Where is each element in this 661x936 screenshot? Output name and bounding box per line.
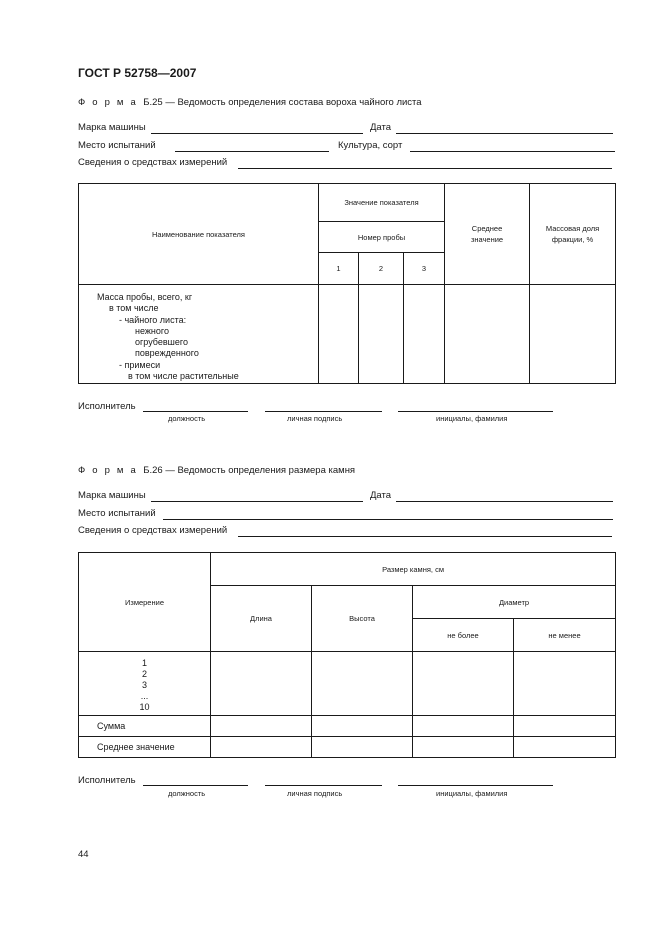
machine-field[interactable] xyxy=(151,133,363,134)
min-cell[interactable] xyxy=(514,652,616,716)
date-label: Дата xyxy=(370,490,392,501)
mean-cell[interactable] xyxy=(211,737,312,758)
measure-row-label: ... xyxy=(140,691,149,701)
executor-position-field[interactable] xyxy=(143,785,248,786)
row-label: огрубевшего xyxy=(135,337,188,348)
col-header-name: Наименование показателя xyxy=(79,184,319,285)
value-cell[interactable] xyxy=(319,285,359,384)
place-field[interactable] xyxy=(163,519,613,520)
place-label: Место испытаний xyxy=(78,140,156,151)
sample-1: 1 xyxy=(319,253,359,285)
row-label: поврежденного xyxy=(135,348,199,359)
col-header-mass: Массовая доля фракции, % xyxy=(530,184,616,285)
signature-caption: личная подпись xyxy=(287,789,343,798)
executor-signature-field[interactable] xyxy=(265,785,382,786)
executor-label: Исполнитель xyxy=(78,401,136,412)
sum-cell[interactable] xyxy=(312,716,413,737)
row-label: - примеси xyxy=(119,359,161,370)
col-header-max: не более xyxy=(413,619,514,652)
document-title: ГОСТ Р 52758—2007 xyxy=(78,66,197,80)
form-b25-caption xyxy=(78,97,422,108)
culture-field[interactable] xyxy=(410,151,615,152)
measure-row-label: 10 xyxy=(139,702,150,712)
max-cell[interactable] xyxy=(413,652,514,716)
sum-cell[interactable] xyxy=(211,716,312,737)
indicator-list-cell xyxy=(79,285,319,384)
row-label: Масса пробы, всего, кг xyxy=(97,292,193,302)
form-b26-table xyxy=(78,552,616,758)
signature-caption: личная подпись xyxy=(287,414,343,423)
col-header-height: Высота xyxy=(312,586,413,652)
position-caption: должность xyxy=(168,414,206,423)
date-label: Дата xyxy=(370,122,392,133)
date-field[interactable] xyxy=(396,501,613,502)
executor-initials-field[interactable] xyxy=(398,785,553,786)
sum-cell[interactable] xyxy=(514,716,616,737)
executor-position-field[interactable] xyxy=(143,411,248,412)
mean-cell[interactable] xyxy=(514,737,616,758)
form-b26-title: Б.26 — Ведомость определения размера камня xyxy=(143,465,356,476)
col-header-size: Размер камня, см xyxy=(211,553,616,586)
height-cell[interactable] xyxy=(312,652,413,716)
measure-row-label: 2 xyxy=(141,669,147,679)
culture-label: Культура, сорт xyxy=(338,140,403,151)
length-cell[interactable] xyxy=(211,652,312,716)
mean-cell[interactable] xyxy=(312,737,413,758)
machine-label: Марка машины xyxy=(78,122,146,133)
sample-2: 2 xyxy=(359,253,404,285)
instruments-field[interactable] xyxy=(238,168,612,169)
sum-label: Сумма xyxy=(79,716,211,737)
instruments-field[interactable] xyxy=(238,536,612,537)
initials-caption: инициалы, фамилия xyxy=(436,414,508,423)
executor-label: Исполнитель xyxy=(78,775,136,786)
sum-cell[interactable] xyxy=(413,716,514,737)
row-label: нежного xyxy=(135,325,169,336)
page-number: 44 xyxy=(78,849,89,860)
value-cell[interactable] xyxy=(359,285,404,384)
date-field[interactable] xyxy=(396,133,613,134)
place-field[interactable] xyxy=(175,151,329,152)
sample-3: 3 xyxy=(404,253,445,285)
col-header-sample: Номер пробы xyxy=(319,222,445,253)
col-header-mean: Среднее значение xyxy=(445,184,530,285)
initials-caption: инициалы, фамилия xyxy=(436,789,508,798)
form-b25-table xyxy=(78,183,616,384)
instruments-label: Сведения о средствах измерений xyxy=(78,157,228,168)
value-cell[interactable] xyxy=(404,285,445,384)
place-label: Место испытаний xyxy=(78,508,156,519)
forma-word: Ф о р м а xyxy=(78,465,138,476)
mean-cell[interactable] xyxy=(413,737,514,758)
mean-label: Среднее значение xyxy=(79,737,211,758)
col-header-measure: Измерение xyxy=(79,553,211,652)
executor-signature-field[interactable] xyxy=(265,411,382,412)
mean-cell[interactable] xyxy=(445,285,530,384)
form-b25-title: Б.25 — Ведомость определения состава вороха чайного листа xyxy=(143,97,422,108)
measure-row-label: 3 xyxy=(141,680,147,690)
col-header-min: не менее xyxy=(514,619,616,652)
row-label: в том числе растительные xyxy=(128,371,239,382)
col-header-value: Значение показателя xyxy=(319,184,445,222)
measure-row-label: 1 xyxy=(141,658,147,668)
position-caption: должность xyxy=(168,789,206,798)
measure-list-cell xyxy=(79,652,211,716)
form-b26-caption xyxy=(78,465,355,476)
executor-initials-field[interactable] xyxy=(398,411,553,412)
machine-field[interactable] xyxy=(151,501,363,502)
mass-cell[interactable] xyxy=(530,285,616,384)
forma-word: Ф о р м а xyxy=(78,97,138,108)
col-header-diameter: Диаметр xyxy=(413,586,616,619)
col-header-length: Длина xyxy=(211,586,312,652)
machine-label: Марка машины xyxy=(78,490,146,501)
row-label: - чайного листа: xyxy=(119,314,187,325)
instruments-label: Сведения о средствах измерений xyxy=(78,525,228,536)
row-label: в том числе xyxy=(109,303,159,314)
